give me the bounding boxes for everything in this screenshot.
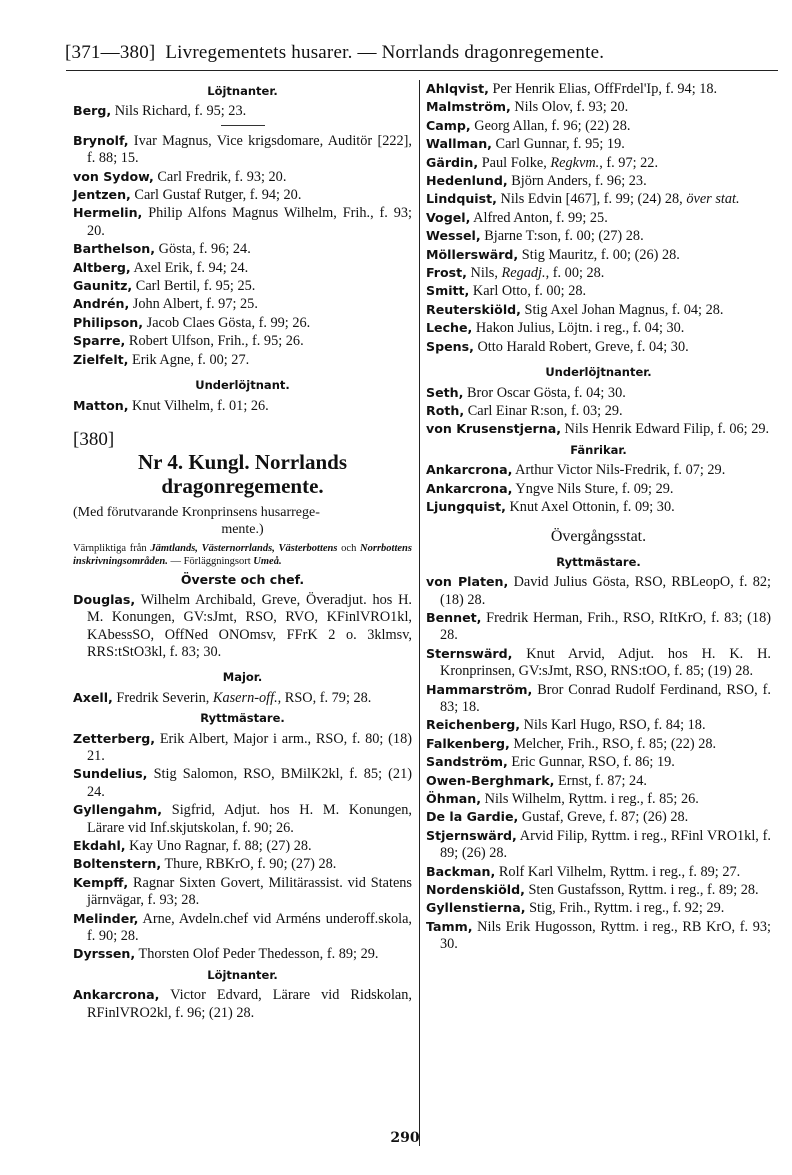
entry: Tamm, Nils Erik Hugosson, Ryttm. i reg., RB KrO, f. 93; 30. [426, 918, 771, 953]
entry: Nordenskiöld, Sten Gustafsson, Ryttm. i reg., f. 89; 28. [426, 882, 759, 899]
section-recruitment-note: Värnpliktiga från Jämtlands, Västernorrlands, Västerbottens och Norrbottens inskrivningsområden. — Förläggningsort Umeå. [73, 543, 412, 568]
page-header [65, 42, 765, 64]
entry: Ankarcrona, Yngve Nils Sture, f. 09; 29. [426, 480, 674, 497]
entry: Malmström, Nils Olov, f. 93; 20. [426, 99, 629, 116]
right-column [426, 80, 771, 954]
entry: Boltenstern, Thure, RBKrO, f. 90; (27) 28. [73, 856, 337, 873]
entry: Gyllenstierna, Stig, Frih., Ryttm. i reg., f. 92; 29. [426, 900, 725, 917]
entry: Jentzen, Carl Gustaf Rutger, f. 94; 20. [73, 187, 302, 204]
section-number: [380] [73, 428, 115, 450]
column-divider [419, 80, 420, 1146]
heading-underlojtnant: Underlöjtnant. [195, 378, 290, 393]
entry: Brynolf, Ivar Magnus, Vice krigsdomare, Auditör [222], f. 88; 15. [73, 132, 412, 167]
entry: Reuterskiöld, Stig Axel Johan Magnus, f. 04; 28. [426, 301, 724, 318]
heading-fanrikar: Fänrikar. [570, 442, 627, 457]
entry: Bennet, Fredrik Herman, Frih., RSO, RItKrO, f. 83; (18) 28. [426, 609, 771, 644]
entry: Dyrssen, Thorsten Olof Peder Thedesson, f. 89; 29. [73, 946, 379, 963]
entry: von Sydow, Carl Fredrik, f. 93; 20. [73, 168, 287, 185]
entry: Roth, Carl Einar R:son, f. 03; 29. [426, 402, 623, 419]
page-number: 290 [390, 1130, 420, 1146]
entry: Möllerswärd, Stig Mauritz, f. 00; (26) 28. [426, 246, 680, 263]
entry: Altberg, Axel Erik, f. 94; 24. [73, 259, 249, 276]
entry: Leche, Hakon Julius, Löjtn. i reg., f. 04; 30. [426, 320, 685, 337]
heading-lojtnanter: Löjtnanter. [207, 967, 278, 982]
entry: Seth, Bror Oscar Gösta, f. 04; 30. [426, 384, 626, 401]
entry: Stjernswärd, Arvid Filip, Ryttm. i reg., RFinl VRO1kl, f. 89; (26) 28. [426, 827, 771, 862]
heading-overste: Överste och chef. [180, 572, 305, 588]
entry: Reichenberg, Nils Karl Hugo, RSO, f. 84; 18. [426, 717, 706, 734]
entry: Hedenlund, Björn Anders, f. 96; 23. [426, 173, 647, 190]
entry: Sternswärd, Knut Arvid, Adjut. hos H. K. H. Kronprinsen, GV:sJmt, RSO, RNS:tOO, f. 85; (19) 28. [426, 645, 771, 680]
entry: Philipson, Jacob Claes Gösta, f. 99; 26. [73, 314, 311, 331]
header-rule [66, 70, 778, 71]
entry: Sandström, Eric Gunnar, RSO, f. 86; 19. [426, 754, 675, 771]
entry: Axell, Fredrik Severin, Kasern-off., RSO, f. 79; 28. [73, 689, 372, 706]
entry: Zetterberg, Erik Albert, Major i arm., RSO, f. 80; (18) 21. [73, 730, 412, 764]
entry: Spens, Otto Harald Robert, Greve, f. 04; 30. [426, 338, 689, 355]
entry: Smitt, Karl Otto, f. 00; 28. [426, 283, 587, 300]
entry: Öhman, Nils Wilhelm, Ryttm. i reg., f. 85; 26. [426, 791, 699, 808]
entry: Gaunitz, Carl Bertil, f. 95; 25. [73, 278, 256, 295]
entry: Lindquist, Nils Edvin [467], f. 99; (24) 28, över stat. [426, 191, 740, 208]
entry: Ljungquist, Knut Axel Ottonin, f. 09; 30. [426, 498, 675, 515]
entry: Gyllengahm, Sigfrid, Adjut. hos H. M. Konungen, Lärare vid Inf.skjutskolan, f. 90; 26. [73, 802, 412, 836]
entry: Wessel, Bjarne T:son, f. 00; (27) 28. [426, 228, 644, 245]
entry: Falkenberg, Melcher, Frih., RSO, f. 85; (22) 28. [426, 735, 717, 752]
heading-ryttmastare: Ryttmästare. [556, 554, 641, 569]
entry: Matton, Knut Vilhelm, f. 01; 26. [73, 397, 269, 414]
entry: Gärdin, Paul Folke, Regkvm., f. 97; 22. [426, 154, 659, 171]
entry: Frost, Nils, Regadj., f. 00; 28. [426, 265, 605, 282]
entry: Melinder, Arne, Avdeln.chef vid Arméns underoff.skola, f. 90; 28. [73, 910, 412, 945]
entry: Berg, Nils Richard, f. 95; 23. [73, 103, 247, 120]
header-range: [371—380] [65, 42, 156, 63]
entry: Hammarström, Bror Conrad Rudolf Ferdinand, RSO, f. 83; 18. [426, 681, 771, 715]
heading-major: Major. [222, 670, 263, 685]
entry: Ankarcrona, Victor Edvard, Lärare vid Ridskolan, RFinlVRO2kl, f. 96; (21) 28. [73, 987, 412, 1021]
entry: Wallman, Carl Gunnar, f. 95; 19. [426, 136, 625, 153]
entry: Vogel, Alfred Anton, f. 99; 25. [426, 209, 608, 226]
entry: Hermelin, Philip Alfons Magnus Wilhelm, Frih., f. 93; 20. [73, 205, 412, 239]
entry: Sundelius, Stig Salomon, RSO, BMilK2kl, f. 85; (21) 24. [73, 766, 412, 800]
entry: De la Gardie, Gustaf, Greve, f. 87; (26) 28. [426, 809, 689, 826]
entry: Sparre, Robert Ulfson, Frih., f. 95; 26. [73, 333, 304, 350]
section-note: (Med förutvarande Kronprinsens husarrege- mente.) [73, 505, 320, 538]
entry: Camp, Georg Allan, f. 96; (22) 28. [426, 117, 631, 134]
entry: Douglas, Wilhelm Archibald, Greve, Överadjut. hos H. M. Konungen, GV:sJmt, RSO, RVO, KFinlVRO1kl, KAbessSO, OffNed ONOmsv, FFrK 2 o. 3klmsv, RRS:tStO3kl, f. 83; 30. [73, 591, 412, 660]
heading-ryttmastare: Ryttmästare. [200, 711, 285, 726]
entry: Ekdahl, Kay Uno Ragnar, f. 88; (27) 28. [73, 838, 312, 854]
entry: Ankarcrona, Arthur Victor Nils-Fredrik, f. 07; 29. [426, 462, 726, 479]
separator-rule [221, 125, 265, 126]
section-title: Nr 4. Kungl. Norrlands dragonregemente. [137, 450, 348, 499]
left-column [73, 80, 412, 1022]
entry: Owen-Berghmark, Ernst, f. 87; 24. [426, 772, 647, 789]
header-title: Livregementets husarer. — Norrlands dragonregemente. [165, 42, 605, 63]
heading-underlojtnanter: Underlöjtnanter. [545, 365, 652, 380]
entry: Andrén, John Albert, f. 97; 25. [73, 296, 258, 313]
entry: von Krusenstjerna, Nils Henrik Edward Filip, f. 06; 29. [426, 421, 770, 438]
entry: Backman, Rolf Karl Vilhelm, Ryttm. i reg., f. 89; 27. [426, 863, 741, 880]
entry: Zielfelt, Erik Agne, f. 00; 27. [73, 351, 250, 368]
entry: Ahlqvist, Per Henrik Elias, OffFrdel'Ip, f. 94; 18. [426, 81, 718, 97]
entry: von Platen, David Julius Gösta, RSO, RBLeopO, f. 82; (18) 28. [426, 574, 771, 608]
heading-lojtnanter: Löjtnanter. [207, 84, 278, 98]
entry: Barthelson, Gösta, f. 96; 24. [73, 241, 251, 258]
entry: Kempff, Ragnar Sixten Govert, Militärassist. vid Statens järnvägar, f. 93; 28. [73, 874, 412, 909]
heading-overgangsstat: Övergångsstat. [550, 528, 647, 546]
